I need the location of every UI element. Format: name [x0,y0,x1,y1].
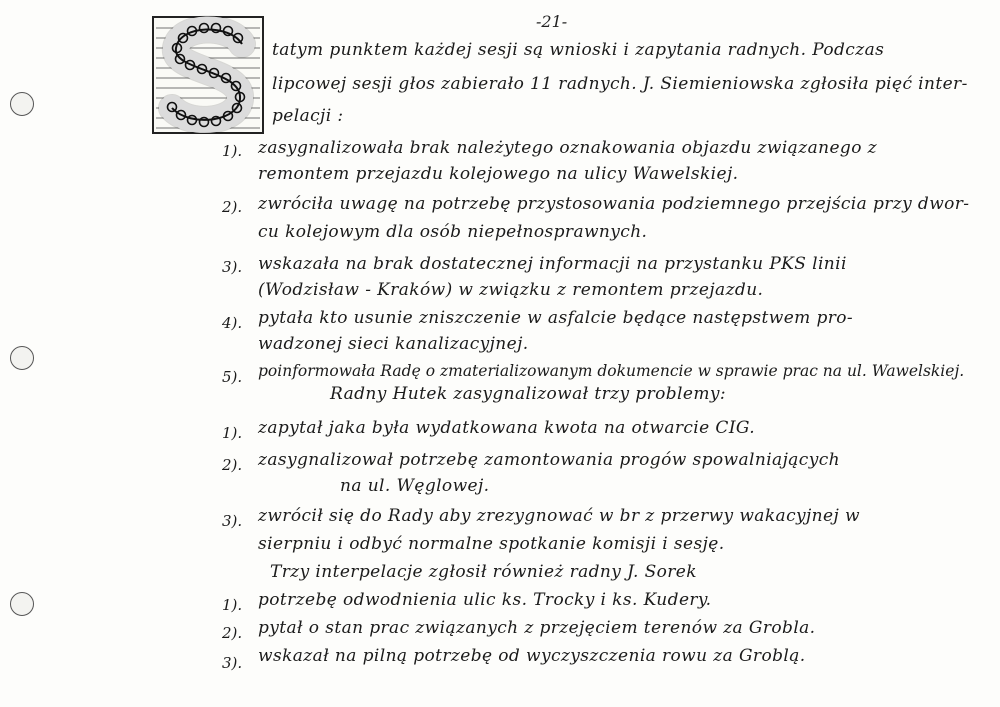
intro-line-1: tatym punktem każdej sesji są wnioski i zapytania radnych. Podczas [272,40,885,60]
item-number: 1). [222,142,243,160]
list-item-line: wadzonej sieci kanalizacyjnej. [258,334,529,354]
item-number: 2). [222,456,243,474]
intro-line-3: pelacji : [272,106,344,126]
list-item-line: na ul. Węglowej. [340,476,490,496]
binder-punch-hole [10,592,34,616]
item-number: 1). [222,596,243,614]
item-number: 5). [222,368,243,386]
item-number: 4). [222,314,243,332]
list-item-line: zapytał jaka była wydatkowana kwota na otwarcie CIG. [258,418,756,438]
binder-punch-hole [10,346,34,370]
list-item-line: zasygnalizował potrzebę zamontowania progów spowalniających [258,450,840,470]
intro-line-2: lipcowej sesji głos zabierało 11 radnych. J. Siemieniowska zgłosiła pięć inter- [272,74,968,94]
decorated-initial-s-icon [150,14,266,136]
list-item-line: wskazała na brak dostatecznej informacji na przystanku PKS linii [258,254,847,274]
list-item-line: remontem przejazdu kolejowego na ulicy Wawelskiej. [258,164,739,184]
item-number: 2). [222,198,243,216]
binder-punch-hole [10,92,34,116]
list-item-line: pytała kto usunie zniszczenie w asfalcie będące następstwem pro- [258,308,854,328]
list-item-line: (Wodzisław - Kraków) w związku z remontem przejazdu. [258,280,764,300]
section-header-sorek: Trzy interpelacje zgłosił również radny J. Sorek [270,562,697,582]
list-item-line: sierpniu i odbyć normalne spotkanie komisji i sesję. [258,534,725,554]
list-item-line: poinformowała Radę o zmaterializowanym dokumencie w sprawie prac na ul. Wawelskiej. [258,362,965,380]
item-number: 3). [222,512,243,530]
section-header-hutek: Radny Hutek zasygnalizował trzy problemy: [330,384,726,404]
list-item-line: zwrócił się do Rady aby zrezygnować w br z przerwy wakacyjnej w [258,506,860,526]
page-number: -21- [536,12,568,31]
list-item-line: cu kolejowym dla osób niepełnosprawnych. [258,222,648,242]
list-item-line: potrzebę odwodnienia ulic ks. Trocky i ks. Kudery. [258,590,712,610]
list-item-line: zasygnalizowała brak należytego oznakowania objazdu związanego z [258,138,877,158]
list-item-line: pytał o stan prac związanych z przejęciem terenów za Grobla. [258,618,816,638]
list-item-line: zwróciła uwagę na potrzebę przystosowania podziemnego przejścia przy dwor- [258,194,970,214]
item-number: 1). [222,424,243,442]
item-number: 2). [222,624,243,642]
list-item-line: wskazał na pilną potrzebę od wyczyszczenia rowu za Groblą. [258,646,806,666]
item-number: 3). [222,258,243,276]
item-number: 3). [222,654,243,672]
